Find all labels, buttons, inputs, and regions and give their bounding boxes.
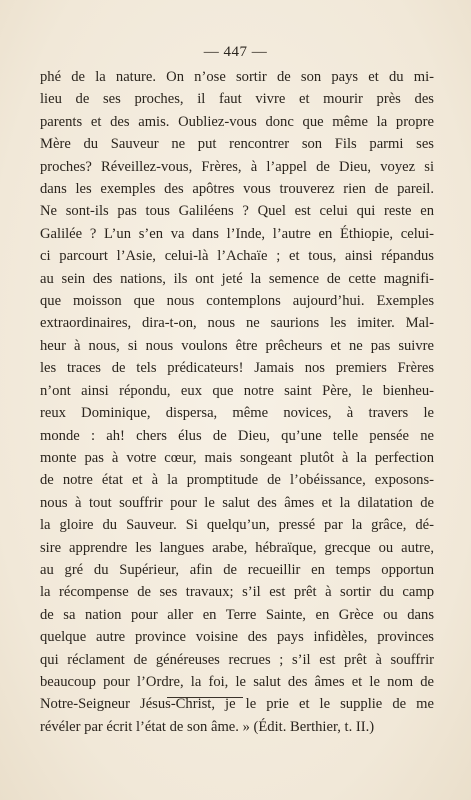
text-line: la gloire du Sauveur. Si quelqu’un, pressé par la grâce, dé- xyxy=(40,517,434,534)
text-line: nous à tout souffrir pour le salut des âmes et la dilatation de xyxy=(40,494,434,511)
text-line: révéler par écrit l’état de son âme. » (Édit. Berthier, t. II.) xyxy=(40,718,375,735)
text-line: heur à nous, si nous voulons être prêcheurs et ne pas suivre xyxy=(40,337,434,354)
text-line: de notre état et à la promptitude de l’obéissance, exposons- xyxy=(40,472,434,489)
text-line: reux Dominique, dispersa, même novices, à travers le xyxy=(40,405,434,422)
text-line: n’ont ainsi répondu, eux que notre saint Père, le bienheu- xyxy=(40,382,434,399)
text-line: au sein des nations, ils ont jeté la semence de cette magnifi- xyxy=(40,270,434,287)
text-line: les traces de tels prédicateurs! Jamais nos premiers Frères xyxy=(40,360,434,377)
page-number: — 447 — xyxy=(203,44,268,60)
text-line: monte pas à votre cœur, mais songeant plutôt à la perfection xyxy=(40,449,434,466)
body-text xyxy=(40,66,434,738)
text-line: phé de la nature. On n’ose sortir de son pays et du mi- xyxy=(40,69,434,85)
text-line: Notre-Seigneur Jésus-Christ, je le prie et le supplie de me xyxy=(40,696,434,713)
text-line: de sa nation pour aller en Terre Sainte, en Grèce ou dans xyxy=(40,606,434,623)
text-line: ci parcourt l’Asie, celui-là l’Achaïe ; et tous, ainsi répandus xyxy=(40,248,434,265)
text-line: la récompense de ses travaux; s’il est prêt à sortir du camp xyxy=(40,584,434,601)
text-line: Ne sont-ils pas tous Galiléens ? Quel est celui qui reste en xyxy=(40,203,434,220)
text-line: lieu de ses proches, il faut vivre et mourir près des xyxy=(40,91,434,108)
text-line: que moisson que nous contemplons aujourd’hui. Exemples xyxy=(40,293,434,310)
text-line: sire apprendre les langues arabe, hébraïque, grecque ou autre, xyxy=(40,539,434,556)
text-line: quelque autre province voisine des pays infidèles, provinces xyxy=(40,629,434,646)
text-line: monde : ah! chers élus de Dieu, qu’une telle pensée ne xyxy=(40,427,434,444)
text-line: qui réclament de généreuses recrues ; s’il est prêt à souffrir xyxy=(40,651,434,668)
text-line: extraordinaires, dira-t-on, nous ne saurions les imiter. Mal- xyxy=(40,315,434,332)
section-divider-rule xyxy=(167,697,243,698)
text-line: Mère du Sauveur ne put rencontrer son Fils parmi ses xyxy=(40,136,434,153)
text-line: parents et des amis. Oubliez-vous donc que même la propre xyxy=(40,113,434,130)
text-line: dans les exemples des apôtres vous trouverez rien de pareil. xyxy=(40,181,434,198)
text-line: proches? Réveillez-vous, Frères, à l’appel de Dieu, voyez si xyxy=(40,158,434,175)
text-line: Galilée ? L’un s’en va dans l’Inde, l’autre en Éthiopie, celui- xyxy=(40,225,434,242)
text-line: beaucoup pour l’Ordre, la foi, le salut des âmes et le nom de xyxy=(40,673,434,690)
text-line: au gré du Supérieur, afin de recueillir en temps opportun xyxy=(40,561,434,578)
